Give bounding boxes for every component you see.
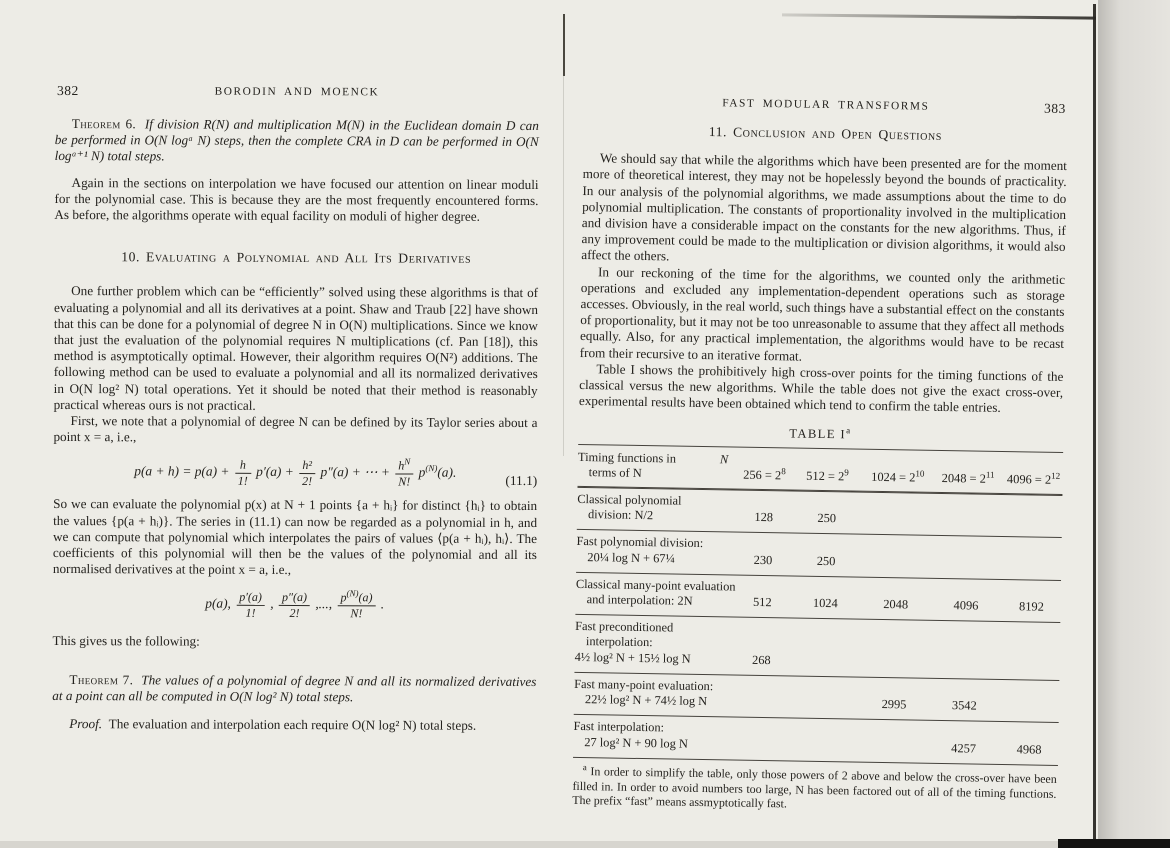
eq-term-2: p″(a) + ⋯ + <box>320 464 390 480</box>
right-page <box>572 93 1068 816</box>
conclusion-paragraph-1: We should say that while the algorithms which have been presented are for the moment more of theoretical interest, they may not be hopelessly beyond the bounds of practicality. In our analysis of the polynomial algorithms, we made assumptions about the time to do polynomial multiplication. The constants of proportionality involved in the multiplication and division have a considerable impact on the constants for the new algorithms. Thus, if any improvement could be made to the multiplication or division algorithms, it would also affect the others. <box>581 150 1068 264</box>
table-header: Timing functions in terms of N N $256 = 2^8$ $512 = 2^9$ $1024 = 2^{10}$ $2048 = 2^{11}$ $4096 = 2^{12}$ <box>577 444 1063 495</box>
column-header-512: $512 = 2^9$ <box>806 467 849 484</box>
left-running-head: BORODIN AND MOENCK <box>214 85 380 99</box>
equation-number: (11.1) <box>505 473 538 489</box>
table-row-classical-evaluation: Classical many-point evaluation and interpolation: 2N 512 1024 2048 4096 8192 <box>575 572 1061 622</box>
table-row-fast-interpolation: Fast interpolation: 27 log² N + 90 log N 4257 4968 <box>573 714 1059 764</box>
eq-fraction-1: $\frac{h}{1!}$ <box>235 459 251 488</box>
derivs-fraction-3: $\frac{p^{(N)}(a)}{N!}$ <box>337 592 375 621</box>
derivs-fraction-2: $\frac{p''(a)}{2!}$ <box>279 591 310 620</box>
n-column-label: N <box>719 451 729 467</box>
paragraph-so: So we can evaluate the polynomial p(x) at N + 1 points {a + hᵢ} for distinct {hᵢ} to obtain the values {p(a + hᵢ)}. The series in (11.1) can now be regarded as a polynomial in h, and we can compute that polynomial which interpolates the pairs of values ⟨p(a + hᵢ), hᵢ⟩. The coefficients of this polynomial will then be the values of the polynomial and all its normalised derivatives at the point x = a, i.e., <box>52 496 538 578</box>
paragraph-again: Again in the sections on interpolation we have focused our attention on linear moduli for the polynomial case. This is because they are the most frequently encountered forms. As before, the algorithms operate with equal facility on moduli of higher degree. <box>54 174 539 224</box>
derivs-lead: p(a), <box>205 596 231 612</box>
table-footnote: $^a$ In order to simplify the table, only those powers of 2 above and below the cross-over have been filled in. In order to avoid numbers too large, N has been factored out of all of the timing functions. The prefix “fast” means assmyptotically fast. <box>572 761 1057 811</box>
table-row-fast-preconditioned: Fast preconditioned interpolation: 4½ log² N + 15½ log N 268 <box>574 614 1060 680</box>
section-10-heading: 10. Evaluating a Polynomial and All Its Derivatives <box>121 249 472 266</box>
column-header-256: $256 = 2^8$ <box>743 466 786 483</box>
derivatives-display: p(a), $\frac{p'(a)}{1!}$ , $\frac{p''(a)}{2!}$ ,..., $\frac{p^{(N)}(a)}{N!}$ . <box>205 588 385 621</box>
left-page-header <box>55 83 539 102</box>
table-1 <box>573 444 1063 766</box>
theorem-7-text: The values of a polynomial of degree N and all its normalized derivatives at a point can all be computed in O(N log² N) total steps. <box>52 672 537 705</box>
eq-term-1: p′(a) + <box>256 464 294 480</box>
conclusion-paragraph-2: In our reckoning of the time for the algorithms, we counted only the arithmetic operations and excluded any implementation-dependent operations such as storage accesses. Obviously, in the real world, such things have a substantial effect on the constants of proportionality, but it may not be too unreasonable to assume that they affect all methods equally. Also, for any practical implementation, the algorithms would have to be recast from their recursive to an iterative format. <box>579 263 1066 364</box>
right-page-header <box>584 93 1068 118</box>
scan-bottom-black-bar <box>1058 839 1170 848</box>
eq-term-3: p <box>418 464 426 481</box>
paragraph-one-further: One further problem which can be “efficiently” solved using these algorithms is that of evaluating a polynomial and all its derivatives at a point. Shaw and Traub [22] have shown that this can be done for a polynomial of degree N in O(N) multiplications. Since we know that just the evaluation of the polynomial requires N multiplications (cf. Pan [18]), this method is asymptotically optimal. However, their algorithm requires O(N²) additions. The following method can be used to evaluate a polynomial and all its normalized derivatives in O(N log² N) total operations. Yet it should be noted that their method is reasonably practical whereas ours is not practical. <box>53 283 539 413</box>
column-header-4096: $4096 = 2^{12}$ <box>1006 470 1061 487</box>
paragraph-gives: This gives us the following: <box>52 633 200 650</box>
theorem-6 <box>55 116 539 167</box>
scan-bottom-strip <box>0 841 1062 848</box>
table-title: TABLE $I^a$ <box>789 425 852 442</box>
equation-11-1: p(a + h) = p(a) + $\frac{h}{1!}$ p′(a) + $\frac{\text{h²}}{2!}$ p″(a) + ⋯ + $\frac{h^N}{N!}$ $p^{(N)}(a)$. (11.1) <box>53 456 537 489</box>
right-running-head: FAST MODULAR TRANSFORMS <box>722 97 930 113</box>
proof-label: Proof. <box>69 716 103 732</box>
section-11-heading: 11. Conclusion and Open Questions <box>708 124 943 143</box>
eq-fraction-3: $\frac{h^N}{N!}$ <box>395 460 413 489</box>
theorem-7 <box>52 672 536 707</box>
left-page-number: 382 <box>56 82 79 99</box>
page-top-edge-line <box>782 13 1096 19</box>
paragraph-first: First, we note that a polynomial of degree N can be defined by its Taylor series about a point x = a, i.e., <box>53 413 538 445</box>
proof-paragraph <box>52 716 536 734</box>
page-edge-line <box>1093 4 1096 848</box>
column-header-1024: $1024 = 2^{10}$ <box>871 468 925 485</box>
theorem-6-text: If division R(N) and multiplication M(N) in the Euclidean domain D can be performed in O(N logᵃ N) steps, then the complete CRA in D can be performed in O(N logᵃ⁺¹ N) total steps. <box>54 116 539 164</box>
scan-background-strip <box>1098 0 1170 848</box>
column-header-2048: $2048 = 2^{11}$ <box>941 469 995 486</box>
gutter-line <box>563 14 565 76</box>
theorem-6-label: Theorem 6. <box>71 116 137 132</box>
table-header-label: Timing functions in <box>577 449 677 466</box>
derivs-fraction-1: $\frac{p'(a)}{1!}$ <box>236 591 265 620</box>
table-row-classical-division: Classical polynomial division: N/2 128 250 <box>577 487 1063 537</box>
right-page-number: 383 <box>1043 100 1066 116</box>
left-page <box>52 83 539 734</box>
table-row-fast-evaluation: Fast many-point evaluation: 22½ log² N + 74½ log N 2995 3542 <box>574 672 1060 722</box>
table-row-fast-division: Fast polynomial division: 20¼ log N + 67¼ 230 250 <box>576 529 1062 579</box>
gutter-shadow <box>563 76 564 456</box>
proof-text: The evaluation and interpolation each require O(N log² N) total steps. <box>108 716 477 733</box>
eq-lhs: p(a + h) = p(a) + <box>134 463 230 480</box>
conclusion-paragraph-3: Table I shows the prohibitively high cross-over points for the timing functions of the classical versus the new algorithms. While the table does not give the exact cross-over, experimental results have been obtained which tend to confirm the table entries. <box>578 361 1064 416</box>
eq-fraction-2: $\frac{\text{h²}}{2!}$ <box>299 459 315 488</box>
theorem-7-label: Theorem 7. <box>69 671 134 687</box>
